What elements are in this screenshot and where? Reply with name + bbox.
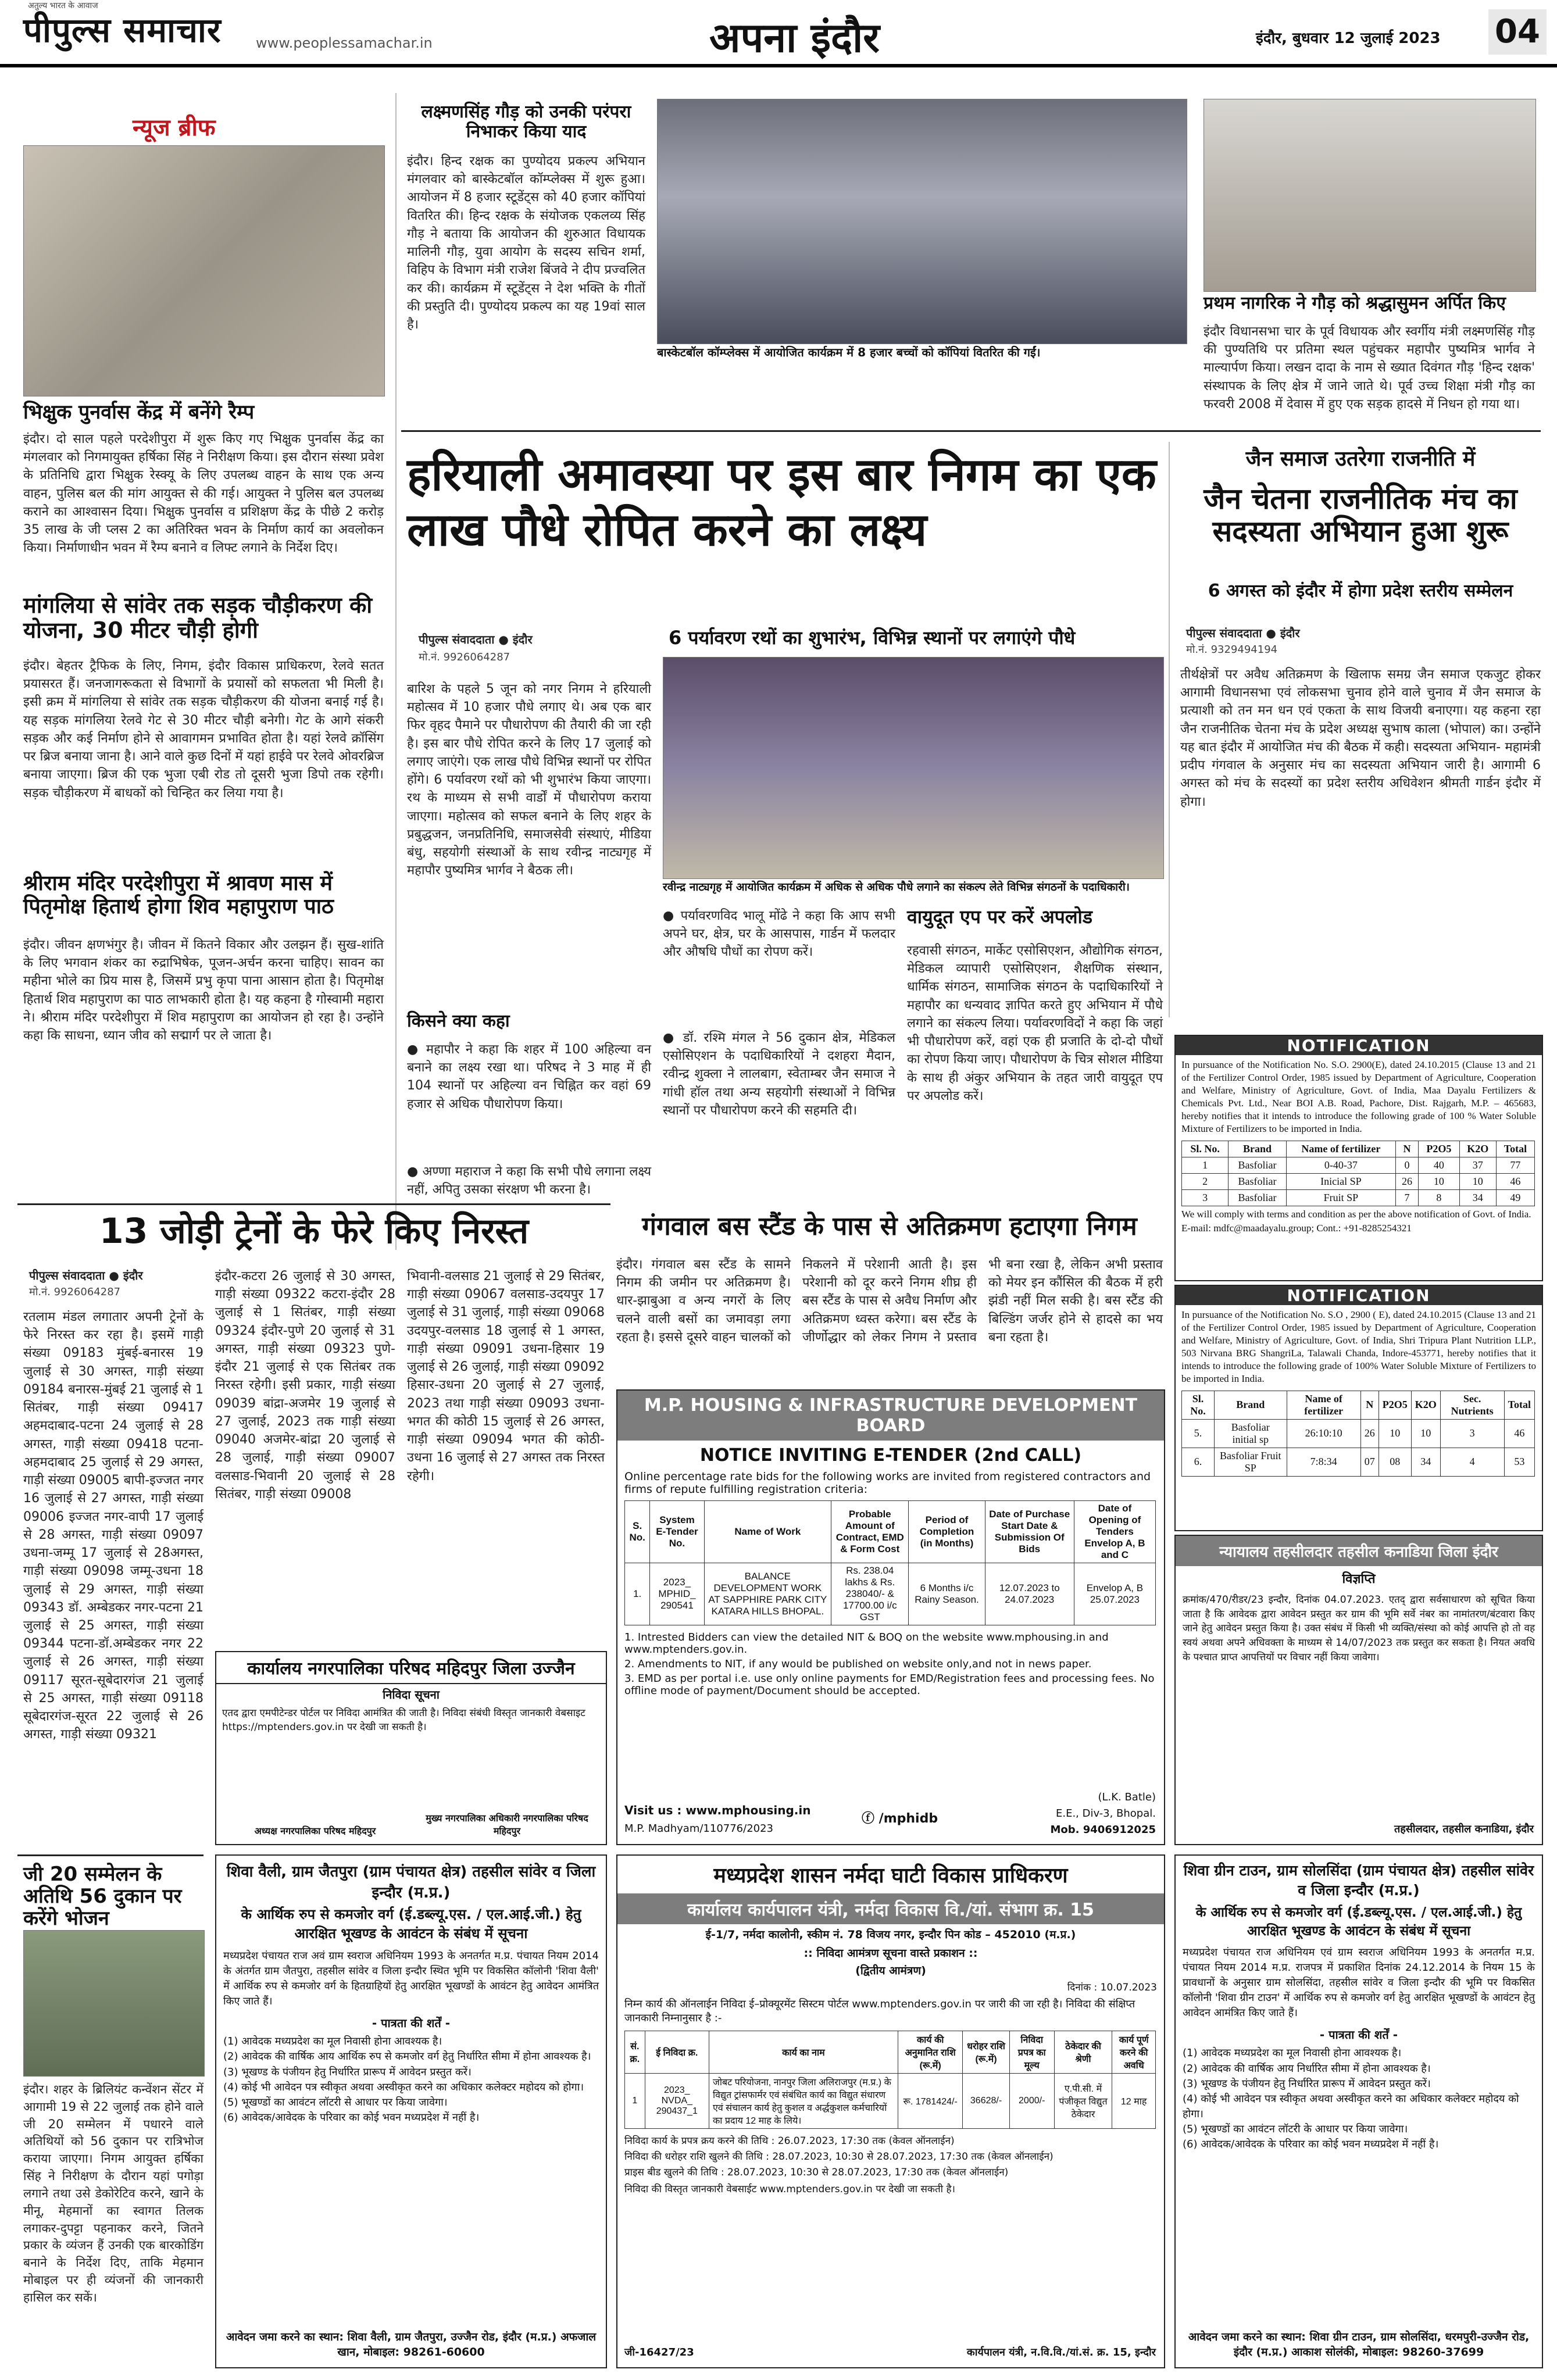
table-cell: 2 [1182, 1173, 1229, 1189]
col-header: System E-Tender No. [650, 1501, 704, 1563]
tehsil-body: क्रमांक/470/रीडर/23 इन्दौर, दिनांक 04.07.2023. एतद् द्वारा सर्वसाधारण को सूचित किया जाता है कि आवेदक द्वारा आवेदन प्रस्तुत कर ग्राम की भूमि सर्वे नंबर का नामांतरण/बंटवारा किए जाने हेतु आवेदन प्रस्तुत किया है। उक्त संबंध में किसी भी व्यक्ति/संस्था को कोई आपत्ति हो तो वह स्वयं अथवा अपने अधिवक्ता के माध्यम से 14/07/2023 तक प्रस्तुत कर सकता है। नियत अवधि के पश्चात प्राप्त आपत्तियों पर विचार नहीं किया जावेगा। [1183, 1594, 1535, 1663]
jain-headline: जैन चेतना राजनीतिक मंच का सदस्यता अभियान हुआ शुरू [1204, 482, 1517, 548]
table-cell: 2023_ MPHID_ 290541 [650, 1563, 704, 1625]
table-cell: 46 [1496, 1173, 1534, 1189]
table-cell: 7 [1395, 1189, 1418, 1206]
condition-item: (6) आवेदक/आवेदक के परिवार का कोई भवन मध्यप्रदेश में नहीं है। [223, 2111, 480, 2124]
table-cell: 34 [1459, 1189, 1496, 1206]
table-cell: 46 [1504, 1419, 1534, 1448]
basketball-complex-photo [657, 99, 1187, 344]
table-cell: 49 [1496, 1189, 1534, 1206]
website-url: www.peoplessamachar.in [256, 35, 433, 51]
table-row [625, 1563, 1156, 1625]
condition-item: (4) कोई भी आवेदन पत्र स्वीकृत अथवा अस्वीकृत करने का अधिकार कलेक्टर महोदय को होगा। [223, 2081, 584, 2093]
col-header: ई निविदा क्र. [645, 2031, 709, 2074]
table-cell: 2023_ NVDA_ 290437_1 [645, 2074, 709, 2129]
mahidpur-sub: निविदा सूचना [383, 1688, 440, 1702]
brief-body-2: इंदौर। बेहतर ट्रैफिक के लिए, निगम, इंदौर विकास प्राधिकरण, रेलवे सतत प्रयासरत हैं। जनजागरूकता से विभागों के प्रयासों को सफलता भी मिली है। इसी क्रम में मांगलिया से सांवेर तक सड़क चौड़ीकरण की योजना बनाई गई है। यह सड़क मांगलिया रेलवे गेट से 30 मीटर चौड़ी बनेगी। गेट के आगे संकरी सड़क और कई निर्माण होने से आवागमन प्रभावित होता है। यहां रेलवे क्रॉसिंग पर ब्रिज बनाया जाना है। आने वाले कुछ दिनों में यहां हाईवे पर रेलवे ओवरब्रिज बनाया जाएगा। ब्रिज की एक भुजा एबी रोड तो दूसरी भुजा डिपो तक रहेगी। सड़क चौड़ीकरण में बाधकों को चिन्हित कर लिया गया है। [23, 659, 384, 801]
table-cell: 12 माह [1112, 2074, 1156, 2129]
g20-body: इंदौर। शहर के ब्रिलियंट कन्वेंशन सेंटर में आगामी 19 से 22 जुलाई तक होने वाले जी 20 सम्मेलन में पधारने वाले अतिथियों को 56 दुकान पर रात्रिभोज कराया जाएगा। निगम आयुक्त हर्षिका सिंह ने निरीक्षण के दौरान यहां पगोड़ा लगाने तथा उसे डेकोरेटिव करने, खाने के मीनू, मेहमानों का स्वागत तिलक लगाकर-दुपट्टा पहनाकर करने, जितने प्रकार के व्यंजन हैं उनकी एक बारकोडिंग बनाने के निर्देश दिए, ताकि मेहमान मोबाइल पर ही व्यंजनों की जानकारी हासिल कर सकें। [23, 2082, 203, 2304]
bullet-2-text: अण्णा महाराज ने कहा कि सभी पौधे लगाना लक्ष्य नहीं, अपितु उसका संरक्षण भी करना है। [407, 1164, 651, 1198]
condition-item: (2) आवेदक की वार्षिक आय निर्धारित सीमा में होना आवश्यक है। [1183, 2062, 1431, 2075]
col-header: S. No. [625, 1501, 650, 1563]
table-row [1182, 1189, 1535, 1206]
col-header: Date of Opening of Tenders Envelop A, B and C [1074, 1501, 1155, 1563]
mphidb-note-3: 3. EMD as per portal i.e. use only online payments for EMD/Registration fees and processing fees. No offline mode of payment/Document should be accepted. [624, 1673, 1155, 1697]
brief-body-1: इंदौर। दो साल पहले परदेशीपुरा में शुरू किए गए भिक्षुक पुनर्वास केंद्र का मंगलवार को निगमायुक्त हर्षिका सिंह ने निरीक्षण किया। इस दौरान संस्था प्रवेश के प्रतिनिधि द्वारा भिक्षुक रेस्क्यू के लिए उपलब्ध वाहन के साथ एक अन्य वाहन, पुलिस बल की मांग आयुक्त से की गई। आयुक्त ने पुलिस बल उपलब्ध कराने का आश्वासन दिया। भिक्षुक पुनर्वास व प्रशिक्षण केंद्र के पीछे 2 करोड़ 35 लाख के जी प्लस 2 का अतिरिक्त भवन के निर्माण कार्य का अवलोकन किया। निर्माणाधीन भवन में रैम्प बनाने व लिफ्ट लगाने के निर्देश दिए। [23, 432, 384, 556]
mphidb-header-row [625, 1501, 1156, 1563]
shiva-valley-title-2: के आर्थिक रुप से कमजोर वर्ग (ई.डब्ल्यू.एस. / एल.आई.जी.) हेतु आरक्षित भूखण्ड के आवंटन के संबंध में सूचना [241, 1906, 581, 1942]
narmada-office: कार्यालय कार्यपालन यंत्री, नर्मदा विकास वि./यां. संभाग क्र. 15 [617, 1893, 1164, 1924]
table-cell: 1 [1182, 1157, 1229, 1173]
trains-headline: 13 जोड़ी ट्रेनों के फेरे किए निरस्त [99, 1211, 529, 1252]
table-cell: Basfoliar [1229, 1157, 1287, 1173]
table-cell: 10 [1459, 1173, 1496, 1189]
mahidpur-body: एतद द्वारा एमपीटेन्डर पोर्टल पर निविदा आमंत्रित की जाती है। निविदा संबंधी विस्तृत जानकारी वेबसाइट https://mptenders.gov.in पर देखी जा सकती है। [222, 1707, 585, 1733]
notification-1 [1174, 1035, 1543, 1281]
mphidb-social [862, 1809, 938, 1827]
shiva-valley-body: मध्यप्रदेश पंचायत राज अवं ग्राम स्वराज अधिनियम 1993 के अनतर्गत म.प्र. पंचायत नियम 2014 के अंतर्गत ग्राम जैतपुरा, तहसील सांवेर व जिला इन्दौर स्थित भूमि पर विकसित कॉलोनी 'शिवा वैली' में आर्थिक रुप से कमजोर वर्ग के हितग्राहियों हेतु आरक्षित भूखण्डों के आवंटन हेतु आवेदन आमंत्रित किए जाते हैं। [223, 1950, 599, 2008]
narmada-header-row [625, 2031, 1156, 2074]
jain-byline: पीपुल्स संवाददाता ● इंदौर [1186, 626, 1300, 640]
shiva-green-body: मध्यप्रदेश पंचायत राज अधिनियम एवं ग्राम स्वराज अधिनियम 1993 के अनतर्गत म.प्र. पंचायत नियम 2014 म.प्र. राजपत्र में प्रकाशित दिनांक 24.12.2014 के नियम 15 के प्रावधानों के अनुसार ग्राम सोलसिंदा, तहसील सांवेर व जिला इन्दौर की भूमि पर विकसित कॉलोनी 'शिवा ग्रीन टाउन' में आर्थिक रुप से कमजोर वर्ग हेतु आरक्षित भूखण्डों के आवंटन हेतु आवेदन आमंत्रित किए जाते हैं। [1183, 1946, 1535, 2020]
gaud-kicker: लक्ष्मणसिंह गौड़ को उनकी परंपरा निभाकर किया याद [421, 102, 631, 142]
narmada-notice [616, 1854, 1165, 2368]
shiva-green-conditions [1176, 2046, 1542, 2152]
narmada-call: (द्वितीय आमंत्रण) [855, 1964, 926, 1977]
col-header: Total [1504, 1391, 1534, 1419]
condition-item: (4) कोई भी आवेदन पत्र स्वीकृत अथवा अस्वीकृत करने का अधिकार कलेक्टर महोदय को होगा। [1183, 2092, 1519, 2120]
col-header: Brand [1214, 1391, 1287, 1419]
col-header: N [1360, 1391, 1379, 1419]
table-cell: 12.07.2023 to 24.07.2023 [985, 1563, 1074, 1625]
table-cell: 26 [1395, 1173, 1418, 1189]
col-header: Sl. No. [1182, 1141, 1229, 1157]
brief-headline-2: मांगलिया से सांवेर तक सड़क चौड़ीकरण की योजना, 30 मीटर चौड़ी होगी [23, 592, 373, 643]
narmada-table [624, 2031, 1156, 2129]
col-header: K2O [1459, 1141, 1496, 1157]
col-header: Date of Purchase Start Date & Submission Of Bids [985, 1501, 1074, 1563]
table-cell: 1 [625, 2074, 645, 2129]
bullet-3-text: पर्यावरणविद भालू मोंढे ने कहा कि आप सभी अपने घर, क्षेत्र, घर के आसपास, गार्डन में फलदार और औषधि पौधों का रोपण करें। [663, 909, 895, 960]
mphidb-title: NOTICE INVITING E-TENDER (2nd CALL) [699, 1445, 1082, 1466]
narmada-date-2: निविदा की धरोहर राशि खुलने की तिथि : 28.07.2023, 10:30 से 28.07.2023, 17:30 तक (केवल ऑनलाईन) [624, 2151, 1054, 2163]
mphidb-designation: E.E., Div-3, Bhopal. [1055, 1807, 1156, 1820]
table-cell: 7:8:34 [1287, 1448, 1360, 1476]
table-cell: BALANCE DEVELOPMENT WORK AT SAPPHIRE PARK CITY KATARA HILLS BHOPAL. [704, 1563, 831, 1625]
condition-item: (5) भूखण्डों का आवंटन लॉटरी के आधार पर किया जावेगा। [1183, 2122, 1408, 2135]
notification-2-title: NOTIFICATION [1176, 1286, 1542, 1305]
table-cell: 6 Months i/c Rainy Season. [909, 1563, 985, 1625]
main-mobile: मो.नं. 9926064287 [419, 651, 510, 663]
col-header: Name of Work [704, 1501, 831, 1563]
condition-item: (6) आवेदक/आवेदक के परिवार का कोई भवन मध्यप्रदेश में नहीं है। [1183, 2138, 1439, 2151]
col-header: P2O5 [1419, 1141, 1460, 1157]
section-rule [401, 430, 1541, 432]
mahidpur-sign-right: मुख्य नगरपालिका अधिकारी नगरपालिका परिषद महिदपुर [426, 1813, 588, 1836]
notification-2-body: In pursuance of the Notification No. S.O , 2900 ( E), dated 24.10.2015 (Clause 13 and 21 of the Fertilizer Control Order, 1985 issued by Department of Agriculture, Cooperation and Welfare, Ministry of Agriculture, Govt. of India, Shri Tripura Plant Nutrition LLP., 503 Nirvana BRG ShangriLa, Talawali Chanda, Indore-453771, hereby notifies that it intends to introduce the following grade of 100% Water Soluble Mixture of Fertilizers to be imported in India. [1181, 1309, 1536, 1385]
table-cell: 10 [1419, 1173, 1460, 1189]
shiva-green-notice [1174, 1854, 1543, 2368]
table-cell: 2000/- [1009, 2074, 1054, 2129]
tehsil-sub: विज्ञप्ति [1342, 1572, 1376, 1586]
notification-2-header-row [1182, 1391, 1535, 1419]
jain-body: तीर्थक्षेत्रों पर अवैध अतिक्रमण के खिलाफ समग्र जैन समाज एकजुट होकर आगामी विधानसभा एवं लोकसभा चुनाव होने वाले चुनाव में जैन समाज के प्रत्याशी को तन मन धन एवं एकता के साथ विजयी बनाएगा। यह कहना रहा जैन राजनीतिक चेतना मंच के प्रदेश अध्यक्ष सुभाष काला (भोपाल) का। उन्होंने यह बात इंदौर में आयोजित मंच की बैठक में कही। सदस्यता अभियान- महामंत्री प्रदीप गंगवाल के अनुसार मंच का सदस्यता अभियान जारी है। आगामी 6 अगस्त को मंच के सदस्यों का प्रदेश स्तरीय अधिवेशन श्रीमती गार्डन इंदौर में होगा। [1180, 667, 1541, 809]
news-brief-label: न्यूज ब्रीफ [133, 115, 216, 141]
table-cell: 8 [1419, 1189, 1460, 1206]
table-cell: 5. [1182, 1419, 1215, 1448]
trains-rule [17, 1203, 610, 1205]
narmada-date-1: निविदा कार्य के प्रपत्र क्रय करने की तिथि : 26.07.2023, 17:30 तक (केवल ऑनलाईन) [624, 2135, 955, 2147]
bullet-4: ● डॉ. रश्मि मंगल ने 56 दुकान क्षेत्र, मेडिकल एसोसिएशन के पदाधिकारियों ने दशहरा मैदान, रवीन्द्र शुक्ला ने लालबाग, स्वेताम्बर जैन समाज ने गांधी हॉल तथा अन्य सहयोगी संस्थाओं ने विभिन्न स्थानों पर पौधारोपण करने की सहमति दी। [663, 1031, 895, 1118]
narmada-date: दिनांक : 10.07.2023 [1067, 1982, 1157, 1993]
shiva-valley-notice [215, 1854, 607, 2368]
col-header: Period of Completion (in Months) [909, 1501, 985, 1563]
trains-byline: पीपुल्स संवाददाता ● इंदौर [29, 1268, 143, 1282]
ravindra-natyagrih-photo [663, 657, 1164, 879]
table-cell: 07 [1360, 1448, 1379, 1476]
table-cell: Basfoliar [1229, 1173, 1287, 1189]
statue-tribute-photo [1204, 99, 1536, 292]
condition-item: (3) भूखण्ड के पंजीयन हेतु निर्धारित प्रारूप में आवेदन प्रस्तुत करें। [223, 2065, 472, 2078]
page-number: 04 [1488, 9, 1547, 55]
narmada-address: ई-1/7, नर्मदा कालोनी, स्कीम नं. 78 विजय नगर, इन्दौर पिन कोड – 452010 (म.प्र.) [705, 1928, 1076, 1941]
main-subhead: 6 पर्यावरण रथों का शुभारंभ, विभिन्न स्थानों पर लगाएंगे पौधे [669, 627, 1076, 649]
table-cell: 53 [1504, 1448, 1534, 1476]
table-cell: Fruit SP [1286, 1189, 1395, 1206]
narmada-ref: जी-16427/23 [624, 2346, 694, 2358]
table-row [1182, 1157, 1535, 1173]
col-header: कार्य पूर्ण करने की अवधि [1112, 2031, 1156, 2074]
g20-rule [17, 1854, 203, 1856]
newspaper-logo: पीपुल्स समाचार [23, 10, 222, 50]
trains-col-2: इंदौर-कटरा 26 जुलाई से 30 अगस्त, गाड़ी संख्या 09322 कटरा-इंदौर 28 जुलाई से 1 सितंबर, गाड़ी संख्या 09324 इंदौर-पुणे 20 जुलाई से 31 अगस्त, गाड़ी संख्या 09323 पुणे-इंदौर 21 जुलाई से एक सितंबर तक निरस्त रहेगी। इसी प्रकार, गाड़ी संख्या 09039 बांद्रा-अजमेर 19 जुलाई से 27 जुलाई, 2023 तक गाड़ी संख्या 09040 अजमेर-बांद्रा 20 जुलाई से 28 जुलाई, गाड़ी संख्या 09007 वलसाड-भिवानी 20 जुलाई से 28 सितंबर, गाड़ी संख्या 09008 [215, 1269, 395, 1502]
table-cell: Basfoliar Fruit SP [1214, 1448, 1287, 1476]
table-row [1182, 1419, 1535, 1448]
bullet-1-text: महापौर ने कहा कि शहर में 100 अहिल्या वन बनाने का लक्ष्य रखा था। परिषद ने 3 माह में ही 104 स्थानों पर अहिल्या वन चिह्नित कर वहां 69 हजार से अधिक पौधारोपण किया। [407, 1042, 651, 1112]
notification-1-header-row [1182, 1141, 1535, 1157]
shiva-valley-footer: आवेदन जमा करने का स्थान: शिवा वैली, ग्राम जैतपुरा, उज्जैन रोड, इंदौर (म.प्र.) अफजाल खान, मोबाइल: 98261-60600 [226, 2331, 597, 2358]
mphidb-ref: M.P. Madhyam/110776/2023 [624, 1822, 774, 1835]
col-header: Total [1496, 1141, 1534, 1157]
notification-1-email: E-mail: mdfc@maadayalu.group; Cont.: +91-8285254321 [1181, 1222, 1412, 1234]
beggar-center-photo [23, 145, 385, 396]
bullet-2: ● अण्णा महाराज ने कहा कि सभी पौधे लगाना लक्ष्य नहीं, अपितु उसका संरक्षण भी करना है। [407, 1164, 651, 1198]
col-header: P2O5 [1379, 1391, 1411, 1419]
table-row [1182, 1448, 1535, 1476]
col-header: K2O [1411, 1391, 1440, 1419]
shiva-green-footer: आवेदन जमा करने का स्थान: शिवा ग्रीन टाउन, ग्राम सोलसिंदा, धरमपुरी-उज्जैन रोड, इंदौर (म.प्र.) आकाश सोलंकी, मोबाइल: 98260-37699 [1188, 2331, 1530, 2358]
dateline: इंदौर, बुधवार 12 जुलाई 2023 [1256, 30, 1441, 47]
who-said-what-head: किसने क्या कहा [407, 1011, 510, 1031]
mphidb-table [624, 1500, 1156, 1625]
masthead-tagline: अतुल्य भारत के आवाज [28, 1, 98, 10]
table-cell: 1. [625, 1563, 650, 1625]
tehsil-notice [1174, 1535, 1543, 1845]
table-cell: 10 [1379, 1419, 1411, 1448]
table-row [1182, 1173, 1535, 1189]
table-row [625, 2074, 1156, 2129]
gaud-body: इंदौर। हिन्द रक्षक का पुण्योदय प्रकल्प अभियान मंगलवार को बास्केटबॉल कॉम्प्लेक्स में शुरू हुआ। आयोजन में 8 हजार स्टूडेंट्स को 40 हजार कॉपियां वितरित की। हिन्द रक्षक के संयोजक एकलव्य सिंह गौड़ ने बताया कि आयोजन की शुरुआत विधायक मालिनी गौड़, युवा आयोग के सदस्य सचिन शर्मा, विहिप के विभाग मंत्री राजेश बिंजवे ने दीप प्रज्वलित कर की। कार्यक्रम में स्टूडेंट्स ने देश भक्ति के गीतों की प्रस्तुति दी। पुण्योदय प्रकल्प का यह 19वां साल है। [407, 154, 645, 333]
tehsil-sign: तहसीलदार, तहसील कनाडिया, इंदौर [1394, 1823, 1534, 1835]
jain-subhead: 6 अगस्त को इंदौर में होगा प्रदेश स्तरीय सम्मेलन [1208, 581, 1513, 601]
brief-headline-3: श्रीराम मंदिर परदेशीपुरा में श्रावण मास में पितृमोक्ष हितार्थ होगा शिव महापुराण पाठ [23, 871, 334, 919]
narmada-line: निम्न कार्य की ऑनलाईन निविदा ई–प्रोक्यूरमेंट सिस्टम पोर्टल www.mptenders.gov.in पर जारी की जा रही है। निविदा की संक्षिप्त जानकारी निम्नानुसार है :- [624, 1998, 1135, 2024]
shiva-green-title-1: शिवा ग्रीन टाउन, ग्राम सोलसिंदा (ग्राम पंचायत क्षेत्र) तहसील सांवेर व जिला इन्दौर (म.प्र.) [1183, 1862, 1534, 1899]
table-cell: 26:10:10 [1287, 1419, 1360, 1448]
main-headline: हरियाली अमावस्या पर इस बार निगम का एक लाख पौधे रोपित करने का लक्ष्य [407, 449, 1156, 557]
jain-kicker: जैन समाज उतरेगा राजनीति में [1245, 447, 1476, 471]
mphidb-social-handle: /mphidb [879, 1811, 938, 1826]
narmada-date-3: प्राइस बीड खुलने की तिथि : 28.07.2023, 10:30 से 28.07.2023, 17:30 तक (केवल ऑनलाईन) [624, 2167, 1009, 2178]
tehsil-title: न्यायालय तहसीलदार तहसील कनाडिया जिला इंदौर [1176, 1536, 1542, 1566]
main-photo-caption: रवीन्द्र नाट्यगृह में आयोजित कार्यक्रम में अधिक से अधिक पौधे लगाने का संकल्प लेते विभिन्न संगठनों के पदाधिकारी। [663, 881, 1130, 894]
shiva-green-title-2: के आर्थिक रुप से कमजोर वर्ग (ई.डब्ल्यू.एस. / एल.आई.जी.) हेतु आरक्षित भूखण्ड के आवंटन के संबंध में सूचना [1195, 1905, 1522, 1939]
vayudoot-body: रहवासी संगठन, मार्केट एसोसिएशन, औद्योगिक संगठन, मेडिकल व्यापारी एसोसिएशन, शैक्षणिक संस्थान, धार्मिक संगठन, सामाजिक संगठन के पदाधिकारियों ने महापौर का धन्यवाद ज्ञापित करते हुए अभियान में पौधे लगाने का संकल्प लिया। पर्यावरणविदों ने कहा कि जहां भी पौधारोपण करें, वहां एक ही प्रजाति के दो-दो पौधों का रोपण किया जाए। पौधारोपण के चित्र सोशल मीडिया के साथ ही अंकुर अभियान के तहत जारी वायुदूत एप पर अपलोड करें। [907, 944, 1163, 1103]
col-header: Brand [1229, 1141, 1287, 1157]
table-cell: 3 [1440, 1419, 1504, 1448]
mphidb-mob: Mob. 9406912025 [1050, 1824, 1156, 1836]
column-rule-right [1169, 442, 1170, 1017]
table-cell: Inicial SP [1286, 1173, 1395, 1189]
shiva-valley-title-1: शिवा वैली, ग्राम जैतपुरा (ग्राम पंचायत क्षेत्र) तहसील सांवेर व जिला इन्दौर (म.प्र.) [226, 1863, 596, 1902]
notification-1-title: NOTIFICATION [1176, 1036, 1542, 1055]
table-cell: 26 [1360, 1419, 1379, 1448]
table-cell: 37 [1459, 1157, 1496, 1173]
table-cell: 4 [1440, 1448, 1504, 1476]
shiva-valley-conditions [216, 2034, 606, 2125]
trains-col-3: भिवानी-वलसाड 21 जुलाई से 29 सितंबर, गाड़ी संख्या 09067 वलसाड-उदयपुर 17 जुलाई से 31 जुलाई, गाड़ी संख्या 09068 उदयपुर-वलसाड 18 जुलाई से 1 अगस्त, गाड़ी संख्या 09091 उधना-हिसार 19 जुलाई से 26 जुलाई, गाड़ी संख्या 09092 हिसार-उधना 20 जुलाई से 27 जुलाई, 2023 तथा गाड़ी संख्या 09093 उधना-भगत की कोठी 15 जुलाई से 26 अगस्त, गाड़ी संख्या 09094 भगत की कोठी-उधना 16 जुलाई से 27 अगस्त तक निरस्त रहेगी। [407, 1269, 605, 1484]
col-header: कार्य का नाम [709, 2031, 898, 2074]
col-header: N [1395, 1141, 1418, 1157]
social-icon: ⓕ [862, 1811, 879, 1826]
shiva-green-cond-head: - पात्रता की शर्तें - [1319, 2028, 1398, 2042]
table-cell: 34 [1411, 1448, 1440, 1476]
narmada-extra: निविदा की विस्तृत जानकारी वेबसाईट www.mptenders.gov.in पर देखी जा सकती है। [624, 2184, 955, 2195]
mphidb-visit: Visit us : www.mphousing.in [624, 1803, 811, 1817]
notification-1-footer: We will comply with terms and condition as per the above notification of Govt. of India. [1181, 1208, 1531, 1220]
table-cell: 36628/- [963, 2074, 1009, 2129]
narmada-title: मध्यप्रदेश शासन नर्मदा घाटी विकास प्राधिकरण [713, 1864, 1068, 1888]
table-cell: 10 [1411, 1419, 1440, 1448]
col-header: कार्य की अनुमानित राशि (रू.में) [898, 2031, 963, 2074]
trains-mobile: मो.नं. 9926064287 [29, 1286, 121, 1298]
mahidpur-title: कार्यालय नगरपालिका परिषद महिदपुर जिला उज्जैन [216, 1652, 606, 1684]
mphidb-note-2: 2. Amendments to NIT, if any would be published on website only,and not in news paper. [624, 1658, 1092, 1670]
col-header: Sl. No. [1182, 1391, 1215, 1419]
condition-item: (2) आवेदक की वार्षिक आय आर्थिक रुप से कमजोर वर्ग हेतु निर्धारित सीमा में होना आवश्यक है। [223, 2050, 591, 2063]
table-cell: Rs. 238.04 lakhs & Rs. 238040/- & 17700.00 i/c GST [831, 1563, 909, 1625]
table-cell: 08 [1379, 1448, 1411, 1476]
bullet-4-text: डॉ. रश्मि मंगल ने 56 दुकान क्षेत्र, मेडिकल एसोसिएशन के पदाधिकारियों ने दशहरा मैदान, रवीन्द्र शुक्ला ने लालबाग, स्वेताम्बर जैन समाज ने गांधी हॉल तथा अन्य सहयोगी संस्थाओं ने विभिन्न स्थानों पर पौधारोपण करने की सहमति दी। [663, 1031, 895, 1118]
col-header: Name of fertilizer [1286, 1141, 1395, 1157]
condition-item: (5) भूखण्डों का आवंटन लॉटरी से आधार पर किया जावेगा। [223, 2096, 448, 2109]
bullet-3: ● पर्यावरणविद भालू मोंढे ने कहा कि आप सभी अपने घर, क्षेत्र, घर के आसपास, गार्डन में फलदार और औषधि पौधों का रोपण करें। [663, 909, 895, 960]
table-cell: 77 [1496, 1157, 1534, 1173]
tribute-body: इंदौर विधानसभा चार के पूर्व विधायक और स्वर्गीय मंत्री लक्ष्मणसिंह गौड़ की पुण्यतिथि पर प्रतिमा स्थल पहुंचकर महापौर पुष्यमित्र भार्गव ने माल्यार्पण किया। लखन दादा के नाम से ख्यात दिवंगत गौड़ 'हिन्द रक्षक' संस्थापक के लिए क्षेत्र में जाने जाते थे। पूर्व उच्च शिक्षा मंत्री गौड़ का फरवरी 2008 में देवास में हुए एक सड़क हादसे में निधन हो गया था। [1204, 324, 1535, 412]
col-header: Sec. Nutrients [1440, 1391, 1504, 1419]
main-byline: पीपुल्स संवाददाता ● इंदौर [419, 632, 533, 646]
table-cell: ए.पी.सी. में पंजीकृत विद्युत ठेकेदार [1054, 2074, 1112, 2129]
trains-col-1: रतलाम मंडल लगातार अपनी ट्रेनों के फेरे निरस्त कर रहा है। इसमें गाड़ी संख्या 09183 मुंबई-बनारस 19 जुलाई से 30 अगस्त, गाड़ी संख्या 09184 बनारस-मुंबई 21 जुलाई से 1 सितंबर, गाड़ी संख्या 09417 अहमदाबाद-पटना 24 जुलाई से 28 अगस्त, गाड़ी संख्या 09418 पटना-अहमदाबाद 25 जुलाई से 29 अगस्त, गाड़ी संख्या 09005 बापी-इज्जत नगर 16 जुलाई से 27 अगस्त, गाड़ी संख्या 09006 इज्जत नगर-वापी 17 जुलाई से 28 अगस्त, गाड़ी संख्या 09097 उधना-जम्मू 17 जुलाई से 28अगस्त, गाड़ी संख्या 09098 जम्मू-उधना 18 जुलाई से 29 अगस्त, गाड़ी संख्या 09343 डॉ. अम्बेडकर नगर-पटना 21 जुलाई से 25 अगस्त, गाड़ी संख्या 09344 पटना-डॉ.अम्बेडकर नगर 22 जुलाई से 26 अगस्त, गाड़ी संख्या 09117 सूरत-सूबेदारगंज 21 जुलाई से 25 अगस्त, गाड़ी संख्या 09118 सूबेदारगंज-सूरत 22 जुलाई से 26 अगस्त, गाड़ी संख्या 09321 [23, 1310, 203, 1742]
table-cell: 0 [1395, 1157, 1418, 1173]
shiva-valley-cond-head: - पात्रता की शर्तें - [372, 2016, 451, 2031]
g20-headline: जी 20 सम्मेलन के अतिथि 56 दुकान पर करेंगे भोजन [23, 1863, 182, 1931]
table-cell: 3 [1182, 1189, 1229, 1206]
col-header: Probable Amount of Contract, EMD & Form Cost [831, 1501, 909, 1563]
section-title: अपना इंदौर [709, 14, 880, 62]
bus-headline: गंगवाल बस स्टैंड के पास से अतिक्रमण हटाएगा निगम [642, 1212, 1137, 1241]
bullet-1: ● महापौर ने कहा कि शहर में 100 अहिल्या वन बनाने का लक्ष्य रखा था। परिषद ने 3 माह में ही 104 स्थानों पर अहिल्या वन चिह्नित कर वहां 69 हजार से अधिक पौधारोपण किया। [407, 1042, 651, 1112]
notification-1-table [1181, 1141, 1535, 1206]
brief-body-3: इंदौर। जीवन क्षणभंगुर है। जीवन में कितने विकार और उलझन हैं। सुख-शांति के लिए भगवान शंकर का रुद्राभिषेक, पूजन-अर्चन करना चाहिए। सावन का महीना भोले का प्रिय मास है, जिसमें प्रभु कृपा पाना आसान होता है। पितृमोक्ष हितार्थ शिव महापुराण का पाठ लाभकारी होता है। यह कहना है गोस्वामी महारा ने। श्रीराम मंदिर परदेशीपुरा में शिव महापुराण का आयोजन हो रहा है। उन्होंने कहा कि साधना, ध्यान जीव को सद्मार्ग पर ले जाता है। [23, 938, 384, 1044]
bus-body: इंदौर। गंगवाल बस स्टैंड के सामने निगम की जमीन पर अतिक्रमण है। धार-झाबुआ व अन्य नगरों के लिए चलने वाली बसों का जमावड़ा लगा रहता है। इससे दूसरे वाहन चालकों को निकलने में परेशानी आती है। इस परेशानी को दूर करने निगम शीघ्र ही बस स्टैंड के पास से अवैध निर्माण और अतिक्रमण ध्वस्त करेगा। बस स्टैंड के जीर्णोद्धार को लेकर निगम ने प्रस्ताव भी बना रखा है, लेकिन अभी प्रस्ताव को मेयर इन कौंसिल की बैठक में हरी झंडी नहीं मिल सकी है। बस स्टैंड की बिल्डिंग जर्जर होने से हादसे का भय बना रहता है। [616, 1257, 1163, 1345]
table-cell: Basfoliar initial sp [1214, 1419, 1287, 1448]
mphidb-tender [616, 1389, 1165, 1845]
mphidb-note-1: 1. Intrested Bidders can view the detailed NIT & BOQ on the website www.mphousing.in and www.mptenders.gov.in. [624, 1631, 1109, 1656]
col-header: धरोहर राशि (रू.में) [963, 2031, 1009, 2074]
jain-mobile: मो.नं. 9329494194 [1186, 644, 1278, 656]
col-header: सं. क्र. [625, 2031, 645, 2074]
narmada-sign: कार्यपालन यंत्री, न.वि.वि./यां.सं. क्र. 15, इन्दौर [966, 2346, 1156, 2358]
vayudoot-head: वायुदूत एप पर करें अपलोड [907, 906, 1092, 928]
masthead [0, 0, 1557, 67]
narmada-nit: :: निविदा आमंत्रण सूचना वास्ते प्रकाशन :: [804, 1947, 978, 1960]
mahidpur-sign-left: अध्यक्ष नगरपालिका परिषद महिदपुर [254, 1825, 376, 1836]
tribute-caption: प्रथम नागरिक ने गौड़ को श्रद्धासुमन अर्पित किए [1204, 294, 1535, 313]
condition-item: (3) भूखण्ड के पंजीयन हेतु निर्धारित प्रारूप में आवेदन प्रस्तुत करें। [1183, 2077, 1431, 2090]
table-cell: 0-40-37 [1286, 1157, 1395, 1173]
brief-headline-1: भिक्षुक पुनर्वास केंद्र में बनेंगे रैम्प [23, 401, 255, 424]
mahidpur-tender [215, 1651, 607, 1845]
table-cell: जोबट परियोजना, नानपुर जिला अलिराजपुर (म.प्र.) के विद्युत ट्रांसफार्मर एवं संबंधित कार्य का विद्युत संधारण एवं संचालन कार्य हेतु कुशल व अर्द्धकुशल कर्मचारियों का प्रदाय 12 माह के लिये। [709, 2074, 898, 2129]
basketball-caption: बास्केटबॉल कॉम्प्लेक्स में आयोजित कार्यक्रम में 8 हजार बच्चों को कॉपियां वितरित की गईं। [657, 345, 1041, 359]
main-body-1: बारिश के पहले 5 जून को नगर निगम ने हरियाली महोत्सव में 10 हजार पौधे लगाए थे। अब एक बार फिर वृहद पैमाने पर पौधारोपण की तैयारी की जा रही है। इस बार पौधे रोपित करने के लिए 17 जुलाई को लगाए जाएंगे। एक लाख पौधे विभिन्न स्थानों पर रोपित होंगे। 6 पर्यावरण रथों को भी शुभारंभ किया जाएगा। रथ के माध्यम से सभी वार्डों में पौधारोपण कराया जाएगा। महोत्सव को सफल बनाने के लिए शहर के प्रबुद्धजन, जनप्रतिनिधि, समाजसेवी संस्थाएं, मीडिया बंधु, सहयोगी संस्थाओं के साथ रवीन्द्र नाट्यगृह में महापौर पुष्यमित्र भार्गव ने बैठक ली। [407, 682, 651, 878]
table-cell: 40 [1419, 1157, 1460, 1173]
table-cell: Basfoliar [1229, 1189, 1287, 1206]
col-header: ठेकेदार की श्रेणी [1054, 2031, 1112, 2074]
notification-1-body: In pursuance of the Notification No. S.O. 2900(E), dated 24.10.2015 (Clause 13 and 21 of the Fertilizer Control Order, 1985 issued by Department of Agriculture, Cooperation and Welfare, Ministry of Agriculture, Govt. of India, Maa Dayalu Fertilizers & Chemicals Pvt. Ltd., Near BOI A.B. Road, Pachore, Dist. Rajgarh, M.P. – 465683, hereby notifies that it intends to introduce the following grade of 100 % Water Soluble Mixture of Fertilizers to be imported in India. [1181, 1059, 1536, 1135]
table-cell: Envelop A, B 25.07.2023 [1074, 1563, 1155, 1625]
notification-2-table [1181, 1391, 1535, 1477]
col-header: निविदा प्रपत्र का मूल्य [1009, 2031, 1054, 2074]
notification-2 [1174, 1285, 1543, 1531]
col-header: Name of fertilizer [1287, 1391, 1360, 1419]
mphidb-banner: M.P. HOUSING & INFRASTRUCTURE DEVELOPMENT BOARD [617, 1391, 1164, 1441]
table-cell: 6. [1182, 1448, 1215, 1476]
g20-photo [23, 1930, 205, 2077]
column-rule [395, 93, 397, 1250]
mphidb-intro: Online percentage rate bids for the following works are invited from registered contractors and firms of repute fulfilling registration criteria: [624, 1470, 1151, 1496]
condition-item: (1) आवेदक मध्यप्रदेश का मूल निवासी होना आवश्यक है। [223, 2035, 442, 2048]
mphidb-signatory: (L.K. Batle) [1098, 1791, 1156, 1803]
table-cell: रू. 1781424/- [898, 2074, 963, 2129]
condition-item: (1) आवेदक मध्यप्रदेश का मूल निवासी होना आवश्यक है। [1183, 2047, 1402, 2060]
